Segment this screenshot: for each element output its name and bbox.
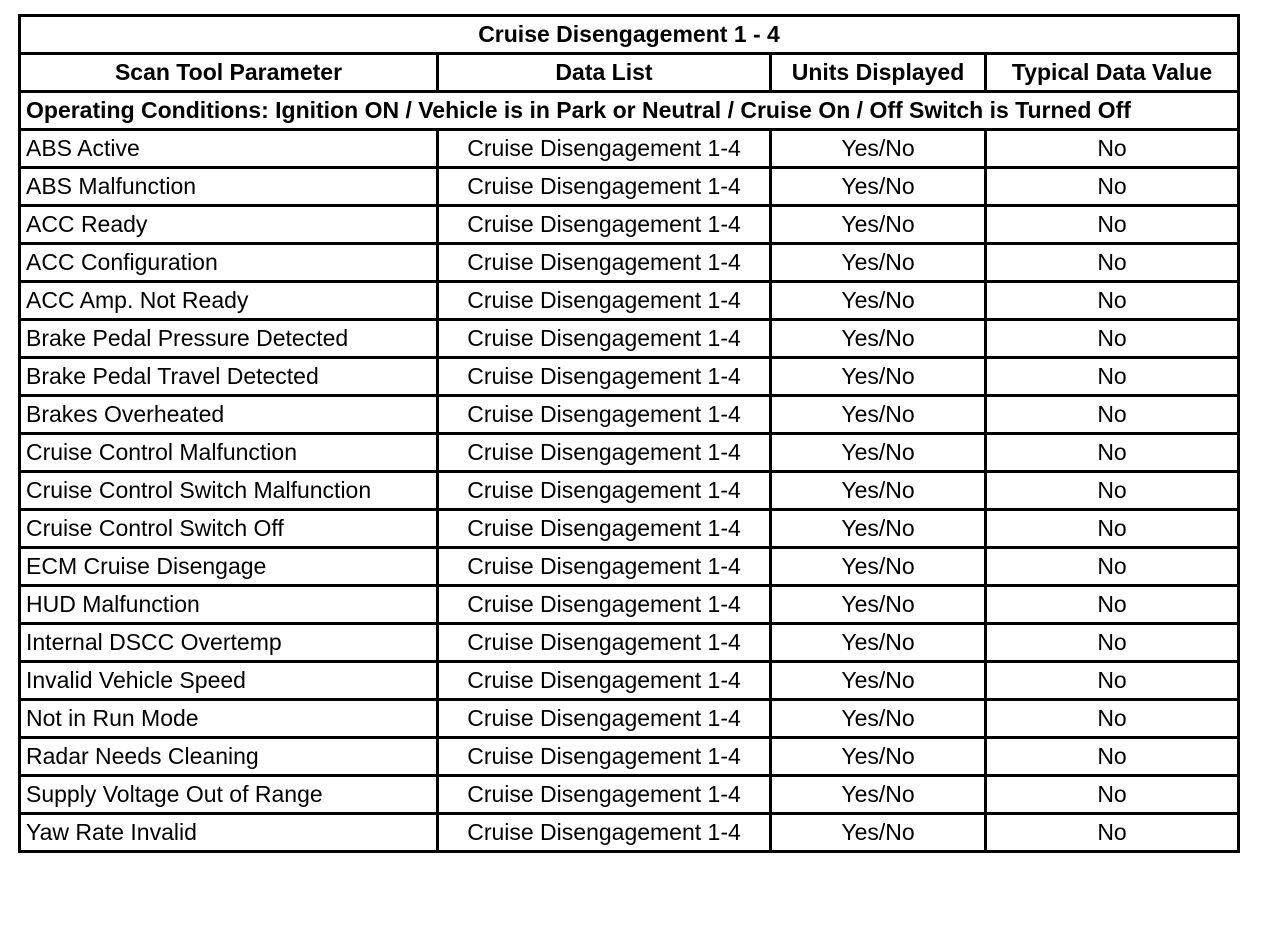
data-list-cell: Cruise Disengagement 1-4 [438,472,771,510]
data-list-cell: Cruise Disengagement 1-4 [438,434,771,472]
header-row [20,54,1239,92]
data-list-cell: Cruise Disengagement 1-4 [438,548,771,586]
header-typical-data-value: Typical Data Value [986,54,1239,92]
data-list-cell: Cruise Disengagement 1-4 [438,586,771,624]
typical-data-value-cell: No [986,434,1239,472]
scan-tool-parameter-cell: ACC Ready [20,206,438,244]
scan-tool-parameter-cell: Cruise Control Switch Malfunction [20,472,438,510]
typical-data-value-cell: No [986,738,1239,776]
data-list-cell: Cruise Disengagement 1-4 [438,168,771,206]
data-list-cell: Cruise Disengagement 1-4 [438,814,771,852]
data-list-cell: Cruise Disengagement 1-4 [438,662,771,700]
data-list-cell: Cruise Disengagement 1-4 [438,624,771,662]
table-row [20,738,1239,776]
units-displayed-cell: Yes/No [771,776,986,814]
table-row [20,282,1239,320]
operating-conditions-row [20,92,1239,130]
typical-data-value-cell: No [986,510,1239,548]
units-displayed-cell: Yes/No [771,320,986,358]
scan-tool-parameter-cell: Cruise Control Switch Off [20,510,438,548]
scan-tool-parameter-cell: Not in Run Mode [20,700,438,738]
units-displayed-cell: Yes/No [771,548,986,586]
typical-data-value-cell: No [986,358,1239,396]
data-list-cell: Cruise Disengagement 1-4 [438,282,771,320]
table-row [20,624,1239,662]
scan-tool-parameter-cell: ABS Active [20,130,438,168]
table-row [20,662,1239,700]
units-displayed-cell: Yes/No [771,282,986,320]
scan-tool-parameter-cell: Invalid Vehicle Speed [20,662,438,700]
data-list-cell: Cruise Disengagement 1-4 [438,130,771,168]
units-displayed-cell: Yes/No [771,814,986,852]
table-row [20,586,1239,624]
scan-tool-parameter-cell: Yaw Rate Invalid [20,814,438,852]
units-displayed-cell: Yes/No [771,510,986,548]
units-displayed-cell: Yes/No [771,358,986,396]
units-displayed-cell: Yes/No [771,168,986,206]
typical-data-value-cell: No [986,700,1239,738]
typical-data-value-cell: No [986,586,1239,624]
header-scan-tool-parameter: Scan Tool Parameter [20,54,438,92]
table-row [20,244,1239,282]
scan-tool-parameter-cell: Internal DSCC Overtemp [20,624,438,662]
table-row [20,130,1239,168]
scan-tool-parameter-cell: Supply Voltage Out of Range [20,776,438,814]
scan-tool-parameter-cell: Radar Needs Cleaning [20,738,438,776]
scan-tool-parameter-cell: Brakes Overheated [20,396,438,434]
table-title: Cruise Disengagement 1 - 4 [20,16,1239,54]
units-displayed-cell: Yes/No [771,700,986,738]
typical-data-value-cell: No [986,624,1239,662]
typical-data-value-cell: No [986,776,1239,814]
scan-tool-parameter-cell: HUD Malfunction [20,586,438,624]
table-row [20,358,1239,396]
data-list-cell: Cruise Disengagement 1-4 [438,244,771,282]
units-displayed-cell: Yes/No [771,586,986,624]
cruise-disengagement-table [18,14,1240,853]
scan-tool-parameter-cell: ACC Amp. Not Ready [20,282,438,320]
table-row [20,320,1239,358]
units-displayed-cell: Yes/No [771,738,986,776]
scan-tool-parameter-cell: ACC Configuration [20,244,438,282]
data-list-cell: Cruise Disengagement 1-4 [438,776,771,814]
typical-data-value-cell: No [986,130,1239,168]
typical-data-value-cell: No [986,472,1239,510]
table-row [20,396,1239,434]
units-displayed-cell: Yes/No [771,206,986,244]
typical-data-value-cell: No [986,548,1239,586]
data-list-cell: Cruise Disengagement 1-4 [438,396,771,434]
data-list-cell: Cruise Disengagement 1-4 [438,510,771,548]
typical-data-value-cell: No [986,206,1239,244]
units-displayed-cell: Yes/No [771,130,986,168]
table-row [20,548,1239,586]
table-row [20,814,1239,852]
operating-conditions: Operating Conditions: Ignition ON / Vehicle is in Park or Neutral / Cruise On / Off Switch is Turned Off [20,92,1239,130]
header-data-list: Data List [438,54,771,92]
data-list-cell: Cruise Disengagement 1-4 [438,320,771,358]
table-row [20,776,1239,814]
typical-data-value-cell: No [986,244,1239,282]
header-units-displayed: Units Displayed [771,54,986,92]
typical-data-value-cell: No [986,282,1239,320]
data-list-cell: Cruise Disengagement 1-4 [438,358,771,396]
typical-data-value-cell: No [986,168,1239,206]
typical-data-value-cell: No [986,662,1239,700]
typical-data-value-cell: No [986,814,1239,852]
units-displayed-cell: Yes/No [771,472,986,510]
table-row [20,434,1239,472]
table-row [20,472,1239,510]
scan-tool-parameter-cell: Brake Pedal Travel Detected [20,358,438,396]
data-list-cell: Cruise Disengagement 1-4 [438,700,771,738]
scan-tool-parameter-cell: Brake Pedal Pressure Detected [20,320,438,358]
title-row [20,16,1239,54]
table-row [20,206,1239,244]
scan-tool-parameter-cell: ABS Malfunction [20,168,438,206]
units-displayed-cell: Yes/No [771,662,986,700]
units-displayed-cell: Yes/No [771,434,986,472]
typical-data-value-cell: No [986,320,1239,358]
units-displayed-cell: Yes/No [771,396,986,434]
scan-tool-parameter-cell: Cruise Control Malfunction [20,434,438,472]
data-list-cell: Cruise Disengagement 1-4 [438,738,771,776]
table-row [20,168,1239,206]
table-row [20,510,1239,548]
scan-tool-parameter-cell: ECM Cruise Disengage [20,548,438,586]
data-list-cell: Cruise Disengagement 1-4 [438,206,771,244]
units-displayed-cell: Yes/No [771,624,986,662]
typical-data-value-cell: No [986,396,1239,434]
table-row [20,700,1239,738]
units-displayed-cell: Yes/No [771,244,986,282]
